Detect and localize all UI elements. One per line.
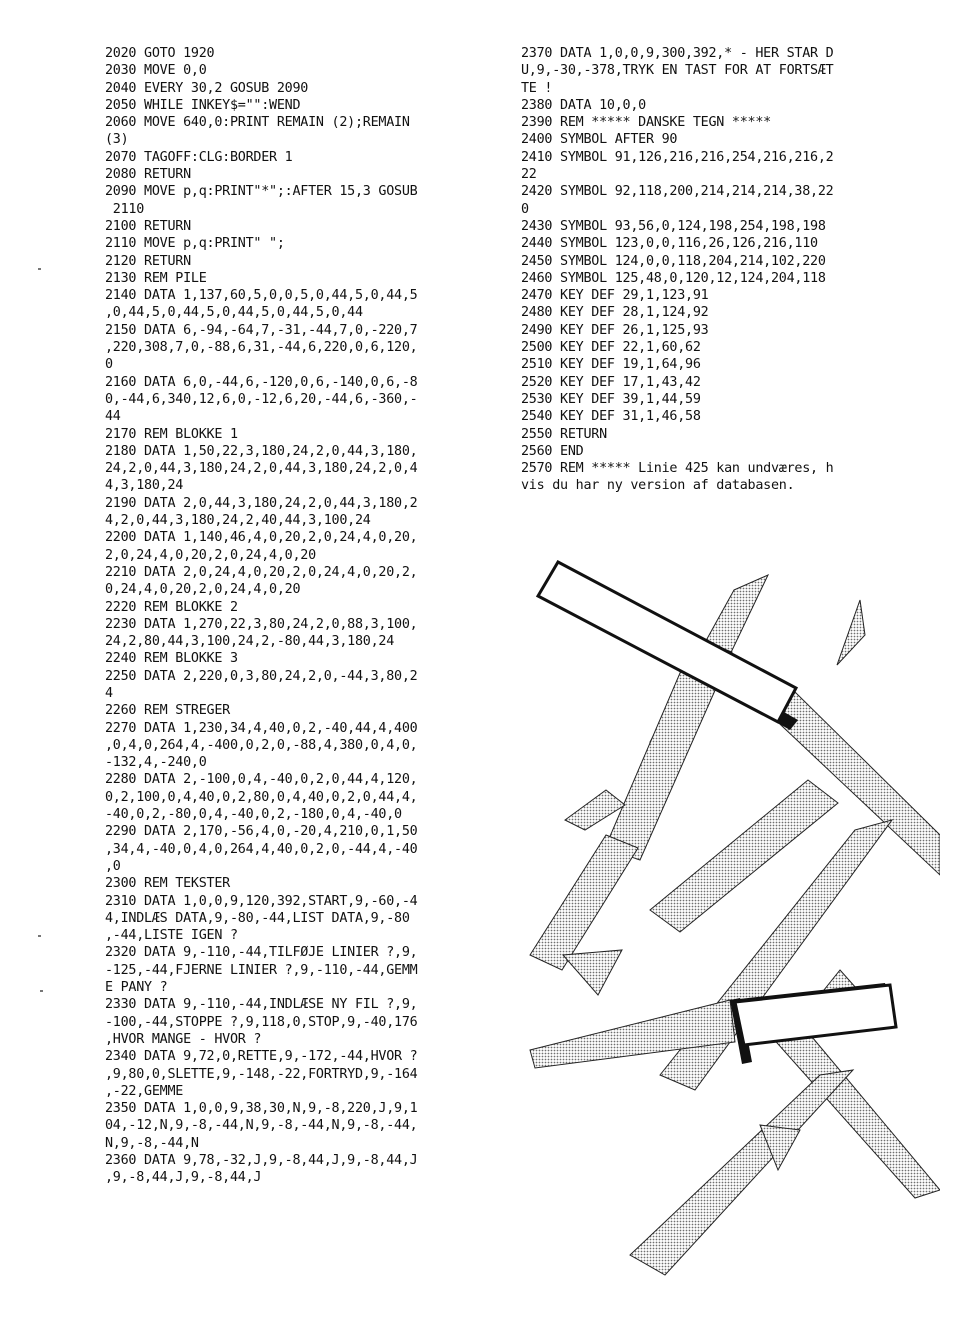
listing-line: 2130 REM PILE <box>105 270 207 286</box>
listing-line: 44 <box>105 409 121 425</box>
listing-line: ,0,44,5,0,44,5,0,44,5,0,44,5,0,44 <box>105 305 363 321</box>
listing-line: 2560 END <box>521 443 584 459</box>
listing-right-column <box>521 45 933 495</box>
listing-line: 2230 DATA 1,270,22,3,80,24,2,0,88,3,100, <box>105 616 418 632</box>
listing-line: 0,24,4,0,20,2,0,24,4,0,20 <box>105 582 301 598</box>
listing-line: N,9,-8,-44,N <box>105 1135 199 1151</box>
listing-line: E PANY ? <box>105 980 168 996</box>
listing-line: 2100 RETURN <box>105 218 191 234</box>
listing-line: 2110 <box>105 201 145 217</box>
listing-line: 2350 DATA 1,0,0,9,38,30,N,9,-8,220,J,9,1 <box>105 1101 418 1117</box>
listing-line: ,9,-8,44,J,9,-8,44,J <box>105 1170 262 1186</box>
listing-line: 2190 DATA 2,0,44,3,180,24,2,0,44,3,180,2 <box>105 495 418 511</box>
listing-line: 2460 SYMBOL 125,48,0,120,12,124,204,118 <box>521 270 826 286</box>
listing-line: 2540 KEY DEF 31,1,46,58 <box>521 409 701 425</box>
listing-line: 2510 KEY DEF 19,1,64,96 <box>521 357 701 373</box>
listing-line: 2520 KEY DEF 17,1,43,42 <box>521 374 701 390</box>
listing-line: 2080 RETURN <box>105 167 191 183</box>
listing-line: 2020 GOTO 1920 <box>105 46 215 61</box>
listing-line: 2210 DATA 2,0,24,4,0,20,2,0,24,4,0,20,2, <box>105 564 418 580</box>
scan-speck <box>40 990 43 992</box>
listing-line: 2480 KEY DEF 28,1,124,92 <box>521 305 709 321</box>
listing-line: ,34,4,-40,0,4,0,264,4,40,0,2,0,-44,4,-40 <box>105 841 418 857</box>
listing-line: ,9,80,0,SLETTE,9,-148,-22,FORTRYD,9,-164 <box>105 1066 418 1082</box>
triangle-shard <box>563 950 622 995</box>
listing-line: 2500 KEY DEF 22,1,60,62 <box>521 340 701 356</box>
listing-line: ,HVOR MANGE - HVOR ? <box>105 1031 262 1047</box>
listing-line: 2040 EVERY 30,2 GOSUB 2090 <box>105 80 309 96</box>
listing-line: ,220,308,7,0,-88,6,31,-44,6,220,0,6,120, <box>105 340 418 356</box>
listing-line: 2090 MOVE p,q:PRINT"*";:AFTER 15,3 GOSUB <box>105 184 418 200</box>
listing-line: TE ! <box>521 80 553 96</box>
listing-line: 0 <box>521 201 529 217</box>
listing-line: 2270 DATA 1,230,34,4,40,0,2,-40,44,4,400 <box>105 720 418 736</box>
listing-line: 2050 WHILE INKEY$="":WEND <box>105 97 301 113</box>
listing-line: 2410 SYMBOL 91,126,216,216,254,216,216,2 <box>521 149 834 165</box>
listing-line: 2170 REM BLOKKE 1 <box>105 426 238 442</box>
listing-line: -40,0,2,-80,0,4,-40,0,2,-180,0,4,-40,0 <box>105 807 402 823</box>
listing-line: 2280 DATA 2,-100,0,4,-40,0,2,0,44,4,120, <box>105 772 418 788</box>
listing-line: 2390 REM ***** DANSKE TEGN ***** <box>521 115 771 131</box>
listing-line: 2300 REM TEKSTER <box>105 876 230 892</box>
listing-line: 2260 REM STREGER <box>105 703 230 719</box>
listing-line: 2200 DATA 1,140,46,4,0,20,2,0,24,4,0,20, <box>105 530 418 546</box>
listing-line: 2120 RETURN <box>105 253 191 269</box>
listing-line: 2430 SYMBOL 93,56,0,124,198,254,198,198 <box>521 218 826 234</box>
listing-line: 2030 MOVE 0,0 <box>105 63 207 79</box>
listing-line: 0,2,100,0,4,40,0,2,80,0,4,40,0,2,0,44,4, <box>105 789 418 805</box>
listing-line: -125,-44,FJERNE LINIER ?,9,-110,-44,GEMM <box>105 962 418 978</box>
listing-line: 2400 SYMBOL AFTER 90 <box>521 132 678 148</box>
listing-line: 2320 DATA 9,-110,-44,TILFØJE LINIER ?,9, <box>105 945 418 961</box>
listing-line: 2470 KEY DEF 29,1,123,91 <box>521 288 709 304</box>
listing-line: 2250 DATA 2,220,0,3,80,24,2,0,-44,3,80,2 <box>105 668 418 684</box>
listing-line: 2240 REM BLOKKE 3 <box>105 651 238 667</box>
listing-line: 2180 DATA 1,50,22,3,180,24,2,0,44,3,180, <box>105 443 418 459</box>
listing-line: 2450 SYMBOL 124,0,0,118,204,214,102,220 <box>521 253 826 269</box>
listing-line: 2490 KEY DEF 26,1,125,93 <box>521 322 709 338</box>
listing-line: 2420 SYMBOL 92,118,200,214,214,214,38,22 <box>521 184 834 200</box>
listing-line: 4,2,0,44,3,180,24,2,40,44,3,100,24 <box>105 513 371 529</box>
listing-line: 2220 REM BLOKKE 2 <box>105 599 238 615</box>
listing-line: 2360 DATA 9,78,-32,J,9,-8,44,J,9,-8,44,J <box>105 1153 418 1168</box>
listing-line: 2110 MOVE p,q:PRINT" "; <box>105 236 285 252</box>
scan-speck <box>38 935 41 937</box>
listing-line: 2330 DATA 9,-110,-44,INDLÆSE NY FIL ?,9, <box>105 997 418 1013</box>
listing-line: 2550 RETURN <box>521 426 607 442</box>
listing-line: 4 <box>105 685 113 701</box>
listing-line: 2290 DATA 2,170,-56,4,0,-20,4,210,0,1,50 <box>105 824 418 840</box>
listing-line: 22 <box>521 167 537 183</box>
scan-speck <box>38 268 41 270</box>
listing-line: 24,2,0,44,3,180,24,2,0,44,3,180,24,2,0,4 <box>105 461 418 477</box>
listing-line: 2070 TAGOFF:CLG:BORDER 1 <box>105 149 293 165</box>
listing-line: ,-44,LISTE IGEN ? <box>105 928 238 944</box>
listing-line: ,0,4,0,264,4,-400,0,2,0,-88,4,380,0,4,0, <box>105 737 418 753</box>
listing-line: -100,-44,STOPPE ?,9,118,0,STOP,9,-40,176 <box>105 1014 418 1030</box>
listing-line: 04,-12,N,9,-8,-44,N,9,-8,-44,N,9,-8,-44, <box>105 1118 418 1134</box>
listing-line: 0,-44,6,340,12,6,0,-12,6,20,-44,6,-360,- <box>105 391 418 407</box>
listing-line: 24,2,80,44,3,100,24,2,-80,44,3,180,24 <box>105 634 395 650</box>
diagonal-band <box>660 820 892 1090</box>
listing-line: 4,INDLÆS DATA,9,-80,-44,LIST DATA,9,-80 <box>105 910 410 926</box>
triangle-shard <box>837 600 865 665</box>
listing-line: 2150 DATA 6,-94,-64,7,-31,-44,7,0,-220,7 <box>105 322 418 338</box>
listing-line: vis du har ny version af databasen. <box>521 478 795 494</box>
listing-line: ,0 <box>105 858 121 874</box>
listing-line: 2440 SYMBOL 123,0,0,116,26,126,216,110 <box>521 236 818 252</box>
listing-line: 2060 MOVE 640,0:PRINT REMAIN (2);REMAIN <box>105 115 410 131</box>
listing-line: (3) <box>105 132 129 148</box>
listing-line: 2,0,24,4,0,20,2,0,24,4,0,20 <box>105 547 316 563</box>
diagonal-band <box>630 1070 853 1275</box>
listing-line: 2530 KEY DEF 39,1,44,59 <box>521 391 701 407</box>
listing-line: -132,4,-240,0 <box>105 755 207 771</box>
listing-line: 2310 DATA 1,0,0,9,120,392,START,9,-60,-4 <box>105 893 418 909</box>
listing-line: 2160 DATA 6,0,-44,6,-120,0,6,-140,0,6,-8 <box>105 374 418 390</box>
listing-left-column <box>105 45 521 1187</box>
decorative-illustration <box>520 530 940 1290</box>
listing-line: 0 <box>105 357 113 373</box>
listing-line: U,9,-30,-378,TRYK EN TAST FOR AT FORTSÆT <box>521 63 834 79</box>
listing-line: 2380 DATA 10,0,0 <box>521 97 646 113</box>
listing-line: 2140 DATA 1,137,60,5,0,0,5,0,44,5,0,44,5 <box>105 288 418 304</box>
listing-line: 2370 DATA 1,0,0,9,300,392,* - HER STAR D <box>521 46 834 61</box>
listing-line: 4,3,180,24 <box>105 478 184 494</box>
listing-line: 2570 REM ***** Linie 425 kan undværes, h <box>521 461 834 477</box>
listing-line: 2340 DATA 9,72,0,RETTE,9,-172,-44,HVOR ? <box>105 1049 418 1065</box>
listing-line: ,-22,GEMME <box>105 1083 184 1099</box>
